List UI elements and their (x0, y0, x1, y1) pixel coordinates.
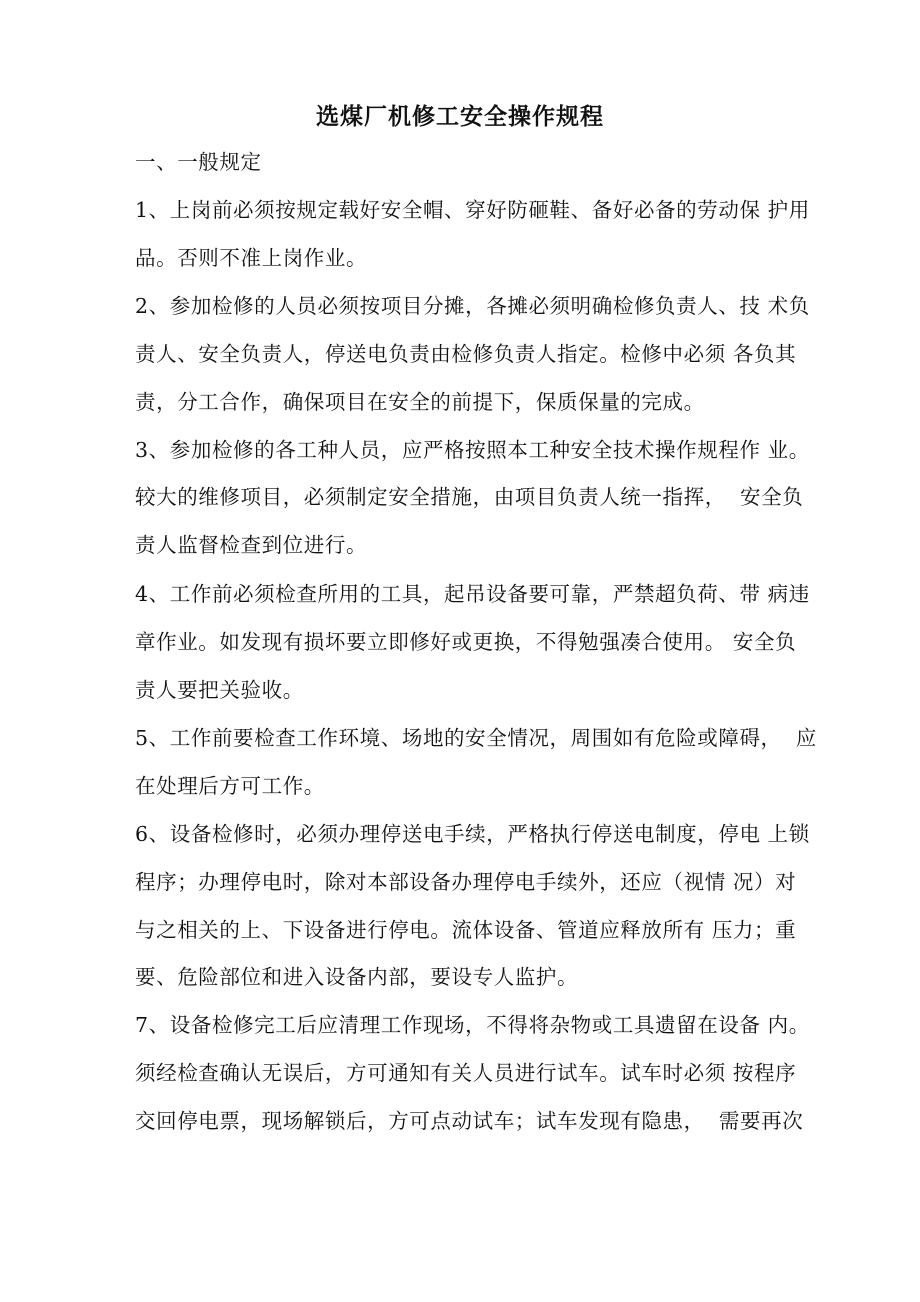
paragraph-line: 7、设备检修完工后应清理工作现场，不得将杂物或工具遗留在设备 内。 (135, 1013, 810, 1037)
paragraph-line: 责人、安全负责人，停送电负责由检修负责人指定。检修中必须 各负其 (135, 342, 797, 366)
paragraph-line: 责，分工合作，确保项目在安全的前提下，保质保量的完成。 (135, 390, 705, 414)
paragraph-line: 2、参加检修的人员必须按项目分摊，各摊必须明确检修负责人、技 术负 (135, 294, 810, 318)
paragraph-line: 5、工作前要检查工作环境、场地的安全情况，周围如有危险或障碍， 应 (135, 726, 817, 750)
paragraph-line: 1、上岗前必须按规定载好安全帽、穿好防砸鞋、备好必备的劳动保 护用 (135, 198, 810, 222)
paragraph-line: 章作业。如发现有损坏要立即修好或更换，不得勉强凑合使用。 安全负 (135, 630, 797, 654)
paragraph-line: 在处理后方可工作。 (135, 774, 325, 798)
paragraph-line: 须经检查确认无误后，方可通知有关人员进行试车。试车时必须 按程序 (135, 1061, 797, 1085)
paragraph-line: 6、设备检修时，必须办理停送电手续，严格执行停送电制度，停电 上锁 (135, 822, 810, 846)
paragraph-line: 程序；办理停电时，除对本部设备办理停电手续外，还应（视情 况）对 (135, 870, 797, 894)
paragraph-line: 交回停电票，现场解锁后，方可点动试车；试车发现有隐患， 需要再次 (135, 1109, 804, 1133)
paragraph-line: 与之相关的上、下设备进行停电。流体设备、管道应释放所有 压力；重 (135, 918, 797, 942)
paragraph-line: 要、危险部位和进入设备内部，要设专人监护。 (135, 965, 579, 989)
paragraph-line: 3、参加检修的各工种人员，应严格按照本工种安全技术操作规程作 业。 (135, 438, 810, 462)
paragraph-line: 品。否则不准上岗作业。 (135, 246, 368, 270)
paragraph-line: 4、工作前必须检查所用的工具，起吊设备要可靠，严禁超负荷、带 病违 (135, 582, 810, 606)
paragraph-line: 责人要把关验收。 (135, 678, 304, 702)
paragraph-line: 责人监督检查到位进行。 (135, 533, 368, 557)
document-title: 选煤厂机修工安全操作规程 (316, 103, 604, 130)
section-heading: 一、一般规定 (135, 150, 262, 174)
paragraph-line: 较大的维修项目，必须制定安全措施，由项目负责人统一指挥， 安全负 (135, 485, 804, 509)
